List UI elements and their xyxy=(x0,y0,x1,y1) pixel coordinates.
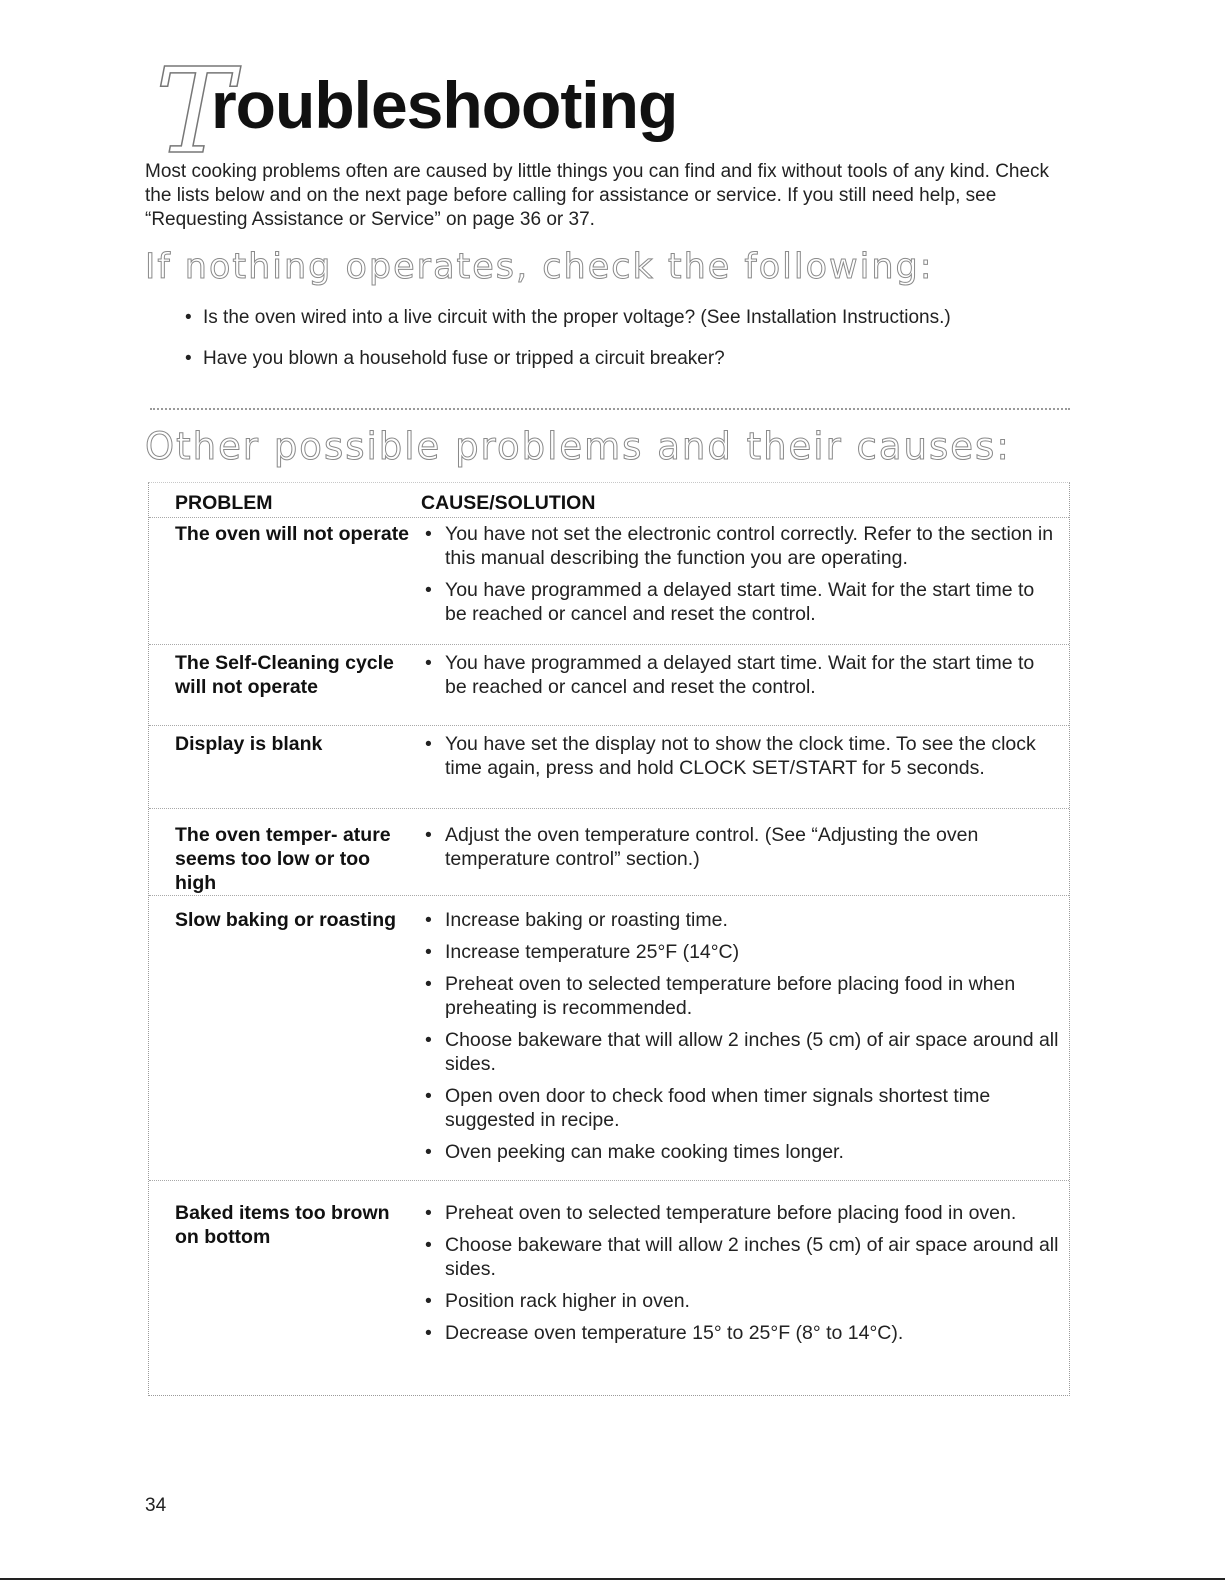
solution-cell xyxy=(421,896,1069,1164)
table-row xyxy=(149,896,1069,1181)
page-number: 34 xyxy=(145,1495,167,1516)
solution-item: • Preheat oven to selected temperature before placing food in oven. xyxy=(421,1201,1061,1225)
problems-table xyxy=(148,482,1070,1396)
intro-paragraph: Most cooking problems often are caused by little things you can find and fix without tools of any kind. Check the lists below and on the next page before calling for assistance or service. If you still need help, see “Requesting Assistance or Service” on page 36 or 37. xyxy=(145,161,1050,230)
section-divider xyxy=(150,408,1070,410)
solution-item: • Choose bakeware that will allow 2 inches (5 cm) of air space around all sides. xyxy=(421,1028,1061,1076)
solution-cell xyxy=(421,645,1069,699)
solution-item: • Choose bakeware that will allow 2 inches (5 cm) of air space around all sides. xyxy=(421,1233,1061,1281)
solution-item: • You have set the display not to show the clock time. To see the clock time again, press and hold CLOCK SET/START for 5 seconds. xyxy=(421,732,1061,780)
problem-cell: Display is blank xyxy=(175,733,323,755)
solution-item: • You have not set the electronic control correctly. Refer to the section in this manual describing the function you are operating. xyxy=(421,522,1061,570)
table-row xyxy=(149,1181,1069,1395)
problem-cell: Baked items too brown on bottom xyxy=(175,1202,390,1248)
problem-cell: The oven will not operate xyxy=(175,523,410,545)
solution-cell xyxy=(421,518,1069,626)
problem-cell: Slow baking or roasting xyxy=(175,909,397,931)
problem-cell: The oven temper- ature seems too low or too high xyxy=(175,824,391,894)
problem-column-header: PROBLEM xyxy=(175,492,273,514)
solution-item: • You have programmed a delayed start time. Wait for the start time to be reached or cancel and reset the control. xyxy=(421,578,1061,626)
solution-item: • Adjust the oven temperature control. (See “Adjusting the oven temperature control” section.) xyxy=(421,823,1061,871)
solution-cell xyxy=(421,809,1069,871)
table-row xyxy=(149,809,1069,896)
table-row xyxy=(149,518,1069,645)
checklist-item: • Is the oven wired into a live circuit with the proper voltage? (See Installation Instructions.) xyxy=(185,306,1045,330)
title-decorative-initial: T xyxy=(155,42,232,180)
table-header-row xyxy=(149,483,1069,518)
solution-item: • Position rack higher in oven. xyxy=(421,1289,1061,1313)
title-text: roubleshooting xyxy=(211,68,678,142)
solution-item: • Oven peeking can make cooking times longer. xyxy=(421,1140,1061,1164)
nothing-operates-checklist xyxy=(185,306,1045,388)
section-heading-nothing-operates: If nothing operates, check the following: xyxy=(145,247,934,287)
solution-item: • Decrease oven temperature 15° to 25°F (8° to 14°C). xyxy=(421,1321,1061,1345)
solution-item: • Open oven door to check food when timer signals shortest time suggested in recipe. xyxy=(421,1084,1061,1132)
solution-item: • You have programmed a delayed start time. Wait for the start time to be reached or cancel and reset the control. xyxy=(421,651,1061,699)
solution-cell xyxy=(421,726,1069,780)
solution-item: • Increase temperature 25°F (14°C) xyxy=(421,940,1061,964)
table-row xyxy=(149,645,1069,726)
solution-cell xyxy=(421,1181,1069,1345)
checklist-item: • Have you blown a household fuse or tripped a circuit breaker? xyxy=(185,347,1045,371)
page-bottom-rule xyxy=(0,1578,1225,1580)
solution-column-header: CAUSE/SOLUTION xyxy=(421,492,596,514)
section-heading-other-problems: Other possible problems and their causes: xyxy=(145,425,1011,468)
problem-cell: The Self-Cleaning cycle will not operate xyxy=(175,652,394,698)
table-row xyxy=(149,726,1069,809)
solution-item: • Preheat oven to selected temperature before placing food in when preheating is recommended. xyxy=(421,972,1061,1020)
solution-item: • Increase baking or roasting time. xyxy=(421,908,1061,932)
